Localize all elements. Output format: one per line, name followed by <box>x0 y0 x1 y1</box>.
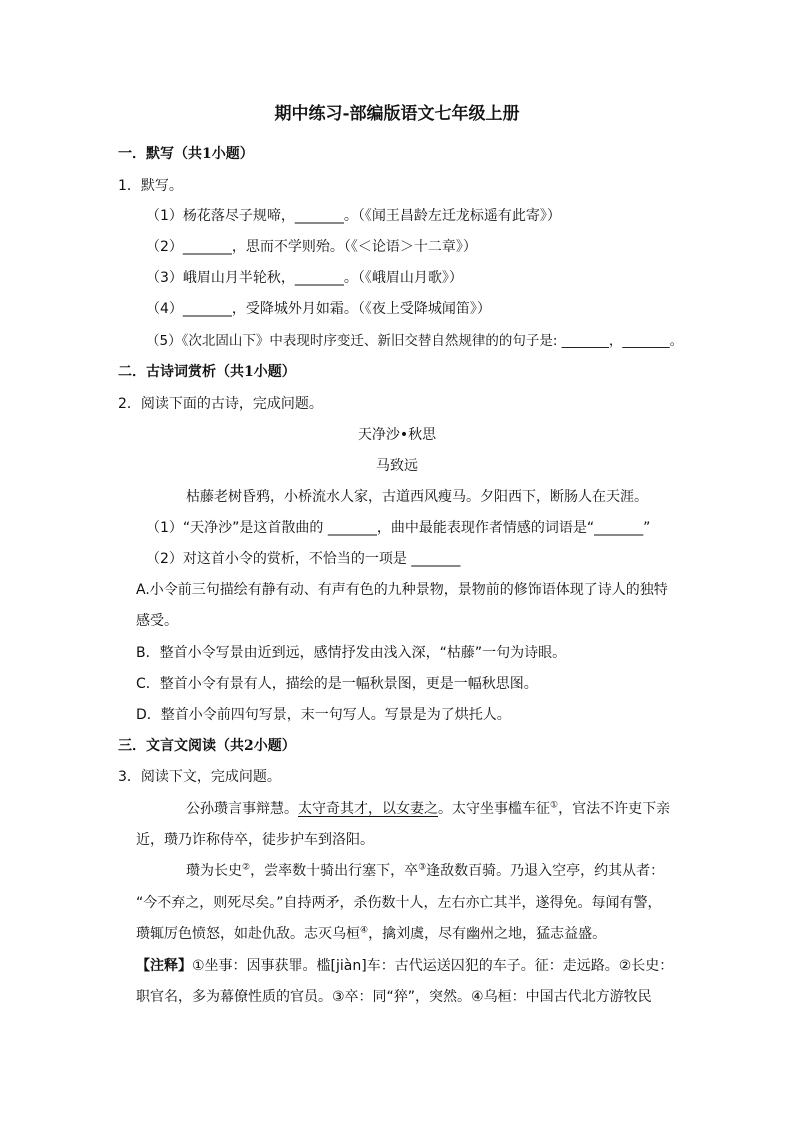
passage-text: ，官法不许吏下亲 <box>558 801 671 817</box>
poem-author: 马致远 <box>376 458 418 474</box>
section-heading-3: 三．文言文阅读（共2小题） <box>118 738 296 754</box>
passage-paragraph-2-line-3 <box>136 924 606 944</box>
underlined-sentence: 太守奇其才，以女妻之 <box>298 801 438 817</box>
footnote-marker-4: ④ <box>360 925 369 936</box>
passage-paragraph-1-line-2: 近，瓒乃诈称侍卒，徒步护车到洛阳。 <box>136 832 374 848</box>
option-a-line-2: 感受。 <box>136 613 178 629</box>
notes-text: ①坐事：因事获罪。槛[jiàn]车：古代运送囚犯的车子。征：走远路。②长史： <box>192 958 674 974</box>
notes-line-1 <box>136 956 673 976</box>
notes-label: 【注释】 <box>136 958 192 974</box>
question-1-item-2: （2）_______，思而不学则殆。（《＜论语＞十二章》） <box>146 239 477 255</box>
question-2-sub-2: （2）对这首小令的赏析，不恰当的一项是 _______ <box>146 551 461 567</box>
poem-text: 枯藤老树昏鸦，小桥流水人家，古道西风瘦马。夕阳西下，断肠人在天涯。 <box>186 489 648 505</box>
option-a-line-1: A.小令前三句描绘有静有动、有声有色的九种景物，景物前的修饰语体现了诗人的独特 <box>136 582 668 598</box>
question-1-stem: 1．默写。 <box>118 178 183 194</box>
question-3-stem: 3．阅读下文，完成问题。 <box>118 769 281 785</box>
footnote-marker-2: ② <box>242 862 251 873</box>
passage-text: 。太守坐事槛车征 <box>438 801 550 817</box>
option-c: C．整首小令有景有人，描绘的是一幅秋景图，更是一幅秋思图。 <box>136 676 538 692</box>
option-b: B．整首小令写景由近到远，感情抒发由浅入深，“枯藤”一句为诗眼。 <box>136 645 567 661</box>
passage-text: 瓒为长史 <box>186 863 242 879</box>
passage-text: ，尝率数十骑出行塞下，卒 <box>250 863 419 879</box>
passage-text: ，擒刘虞，尽有幽州之地，猛志益盛。 <box>368 926 607 942</box>
question-1-item-3: （3）峨眉山月半轮秋，_______。（《峨眉山月歌》） <box>146 270 463 286</box>
passage-text: 逢敌数百骑。乃退入空亭，约其从者： <box>426 863 665 879</box>
question-1-item-5: （5）《次北固山下》中表现时序变迁、新旧交替自然规律的的句子是: _______，_______。 <box>146 333 684 349</box>
passage-text: 公孙瓒言事辩慧。 <box>186 801 298 817</box>
footnote-marker-1: ① <box>550 800 559 811</box>
footnote-marker-3: ③ <box>418 862 427 873</box>
option-d: D．整首小令前四句写景，末一句写人。写景是为了烘托人。 <box>136 707 511 723</box>
question-1-item-4: （4）_______，受降城外月如霜。（《夜上受降城闻笛》） <box>146 301 491 317</box>
section-heading-2: 二．古诗词赏析（共1小题） <box>118 364 296 380</box>
passage-paragraph-2-line-2: “今不弃之，则死尽矣。”自持两矛，杀伤数十人，左右亦亡其半，遂得免。每闻有警， <box>136 895 662 911</box>
page-title: 期中练习-部编版语文七年级上册 <box>274 104 520 124</box>
notes-line-2: 职官名，多为幕僚性质的官员。③卒：同“猝”，突然。④乌桓：中国古代北方游牧民 <box>136 989 652 1005</box>
passage-paragraph-2-line-1 <box>186 861 664 881</box>
question-2-stem: 2．阅读下面的古诗，完成问题。 <box>118 396 323 412</box>
question-2-sub-1: （1）“天净沙”是这首散曲的 _______，曲中最能表现作者情感的词语是“_______” <box>146 520 651 536</box>
question-1-item-1: （1）杨花落尽子规啼，_______。（《闻王昌龄左迁龙标遥有此寄》） <box>146 208 561 224</box>
passage-text: 瓒辄厉色愤怒，如赴仇敌。志灭乌桓 <box>136 926 360 942</box>
poem-title: 天净沙•秋思 <box>357 427 437 443</box>
section-heading-1: 一．默写（共1小题） <box>118 146 254 162</box>
passage-paragraph-1-line-1 <box>186 799 670 819</box>
